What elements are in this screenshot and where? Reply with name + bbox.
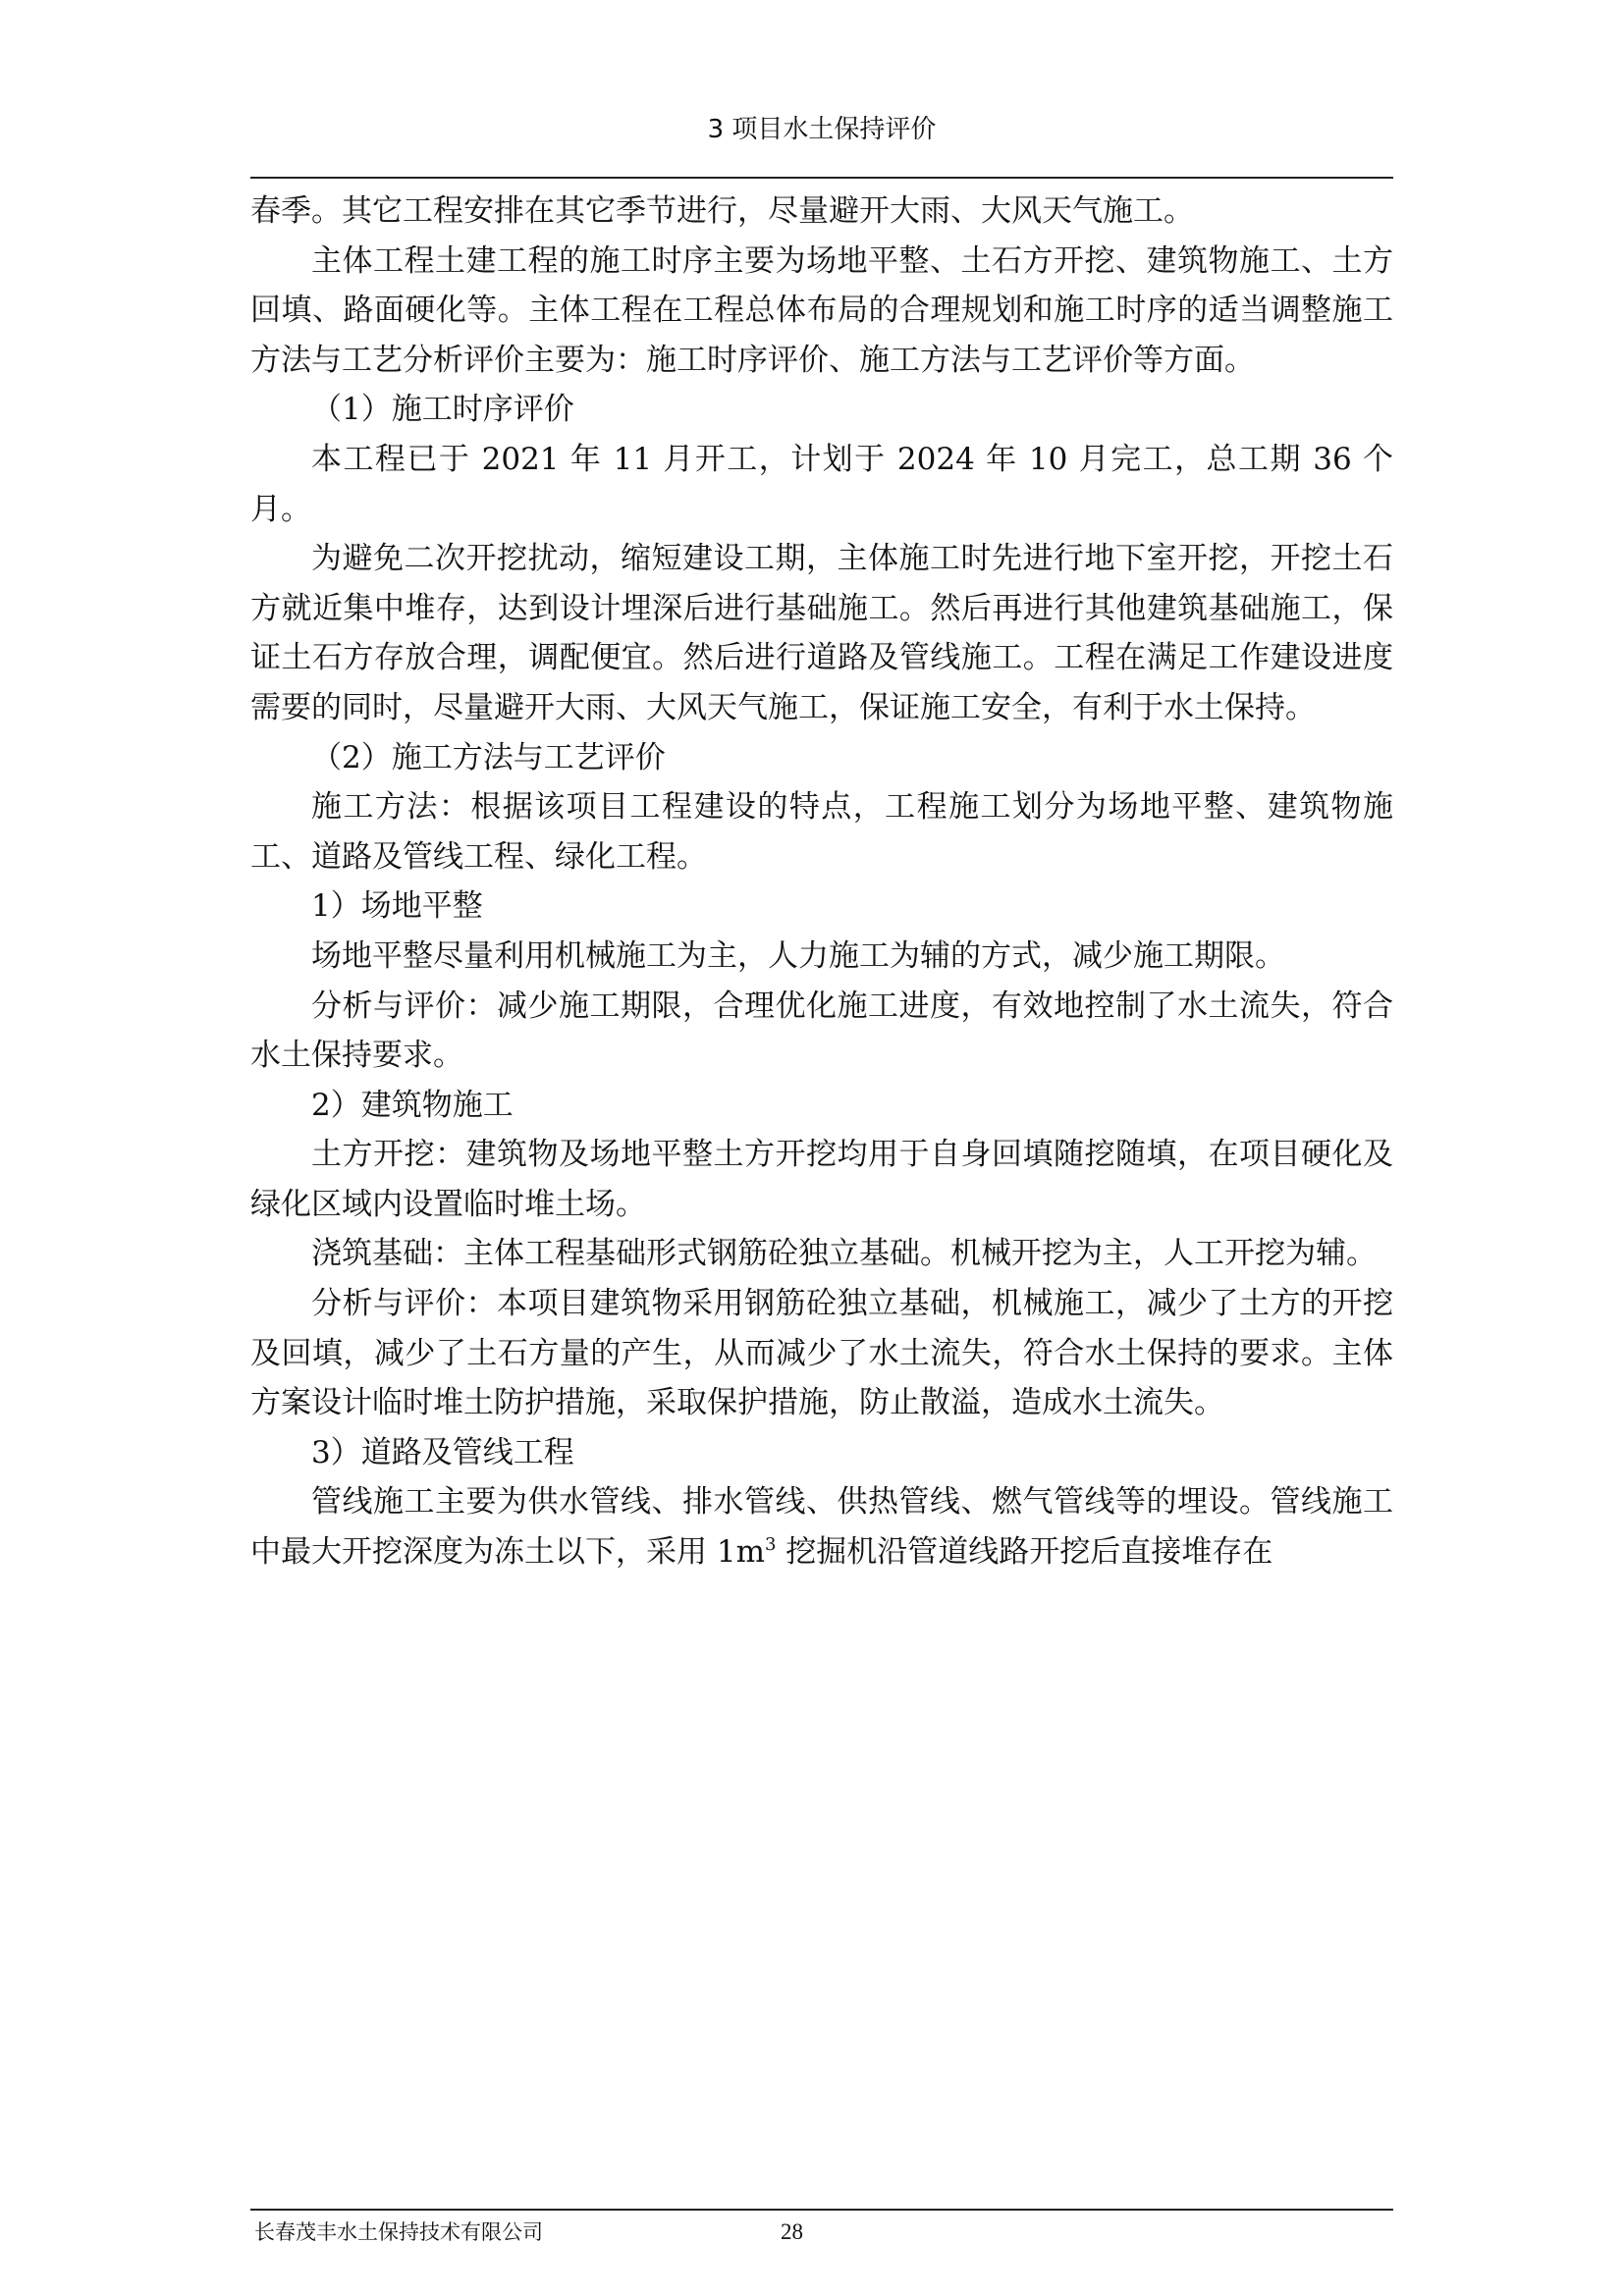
paragraph: 为避免二次开挖扰动，缩短建设工期，主体施工时先进行地下室开挖，开挖土石方就近集中堆存，达到设计埋深后进行基础施工。然后再进行其他建筑基础施工，保证土石方存放合理，调配便宜。然后进行道路及管线施工。工程在满足工作建设进度需要的同时，尽量避开大雨、大风天气施工，保证施工安全，有利于水土保持。 (250, 541, 1393, 725)
paragraph: 土方开挖：建筑物及场地平整土方开挖均用于自身回填随挖随填，在项目硬化及绿化区域内设置临时堆土场。 (250, 1137, 1393, 1222)
header-title: 3 项目水土保持评价 (707, 115, 937, 144)
subsection-heading: 3）道路及管线工程 (311, 1434, 574, 1470)
page-number: 28 (781, 2219, 803, 2244)
document-body (250, 187, 1393, 1577)
paragraph (250, 1477, 1393, 1576)
paragraph: 场地平整尽量利用机械施工为主，人力施工为辅的方式，减少施工期限。 (311, 937, 1285, 974)
page-header (250, 106, 1393, 179)
paragraph-text: 挖掘机沿管道线路开挖后直接堆存在 (776, 1534, 1273, 1571)
paragraph: 施工方法：根据该项目工程建设的特点，工程施工划分为场地平整、建筑物施工、道路及管线工程、绿化工程。 (250, 789, 1393, 875)
subsection-heading: 2）建筑物施工 (311, 1087, 514, 1123)
paragraph: 春季。其它工程安排在其它季节进行，尽量避开大雨、大风天气施工。 (250, 193, 1194, 229)
subsection-heading: 1）场地平整 (311, 888, 483, 925)
footer-company: 长春茂丰水土保持技术有限公司 (254, 2220, 543, 2244)
paragraph: 本工程已于 2021 年 11 月开工，计划于 2024 年 10 月完工，总工期 36 个月。 (250, 441, 1393, 527)
page-footer (250, 2209, 1393, 2254)
paragraph: 分析与评价：减少施工期限，合理优化施工进度，有效地控制了水土流失，符合水土保持要求。 (250, 988, 1393, 1074)
paragraph-text: 管线施工主要为供水管线、排水管线、供热管线、燃气管线等的埋设。管线施工中最大开挖深度为冻土以下，采用 1m (250, 1484, 1393, 1571)
paragraph: 浇筑基础：主体工程基础形式钢筋砼独立基础。机械开挖为主，人工开挖为辅。 (311, 1236, 1377, 1272)
section-heading: （1）施工时序评价 (311, 392, 574, 428)
superscript: 3 (764, 1534, 777, 1556)
paragraph: 分析与评价：本项目建筑物采用钢筋砼独立基础，机械施工，减少了土方的开挖及回填，减少了土石方量的产生，从而减少了水土流失，符合水土保持的要求。主体方案设计临时堆土防护措施，采取保护措施，防止散溢，造成水土流失。 (250, 1286, 1393, 1421)
section-heading: （2）施工方法与工艺评价 (311, 739, 666, 775)
paragraph: 主体工程土建工程的施工时序主要为场地平整、土石方开挖、建筑物施工、土方回填、路面硬化等。主体工程在工程总体布局的合理规划和施工时序的适当调整施工方法与工艺分析评价主要为：施工时序评价、施工方法与工艺评价等方面。 (250, 242, 1393, 378)
